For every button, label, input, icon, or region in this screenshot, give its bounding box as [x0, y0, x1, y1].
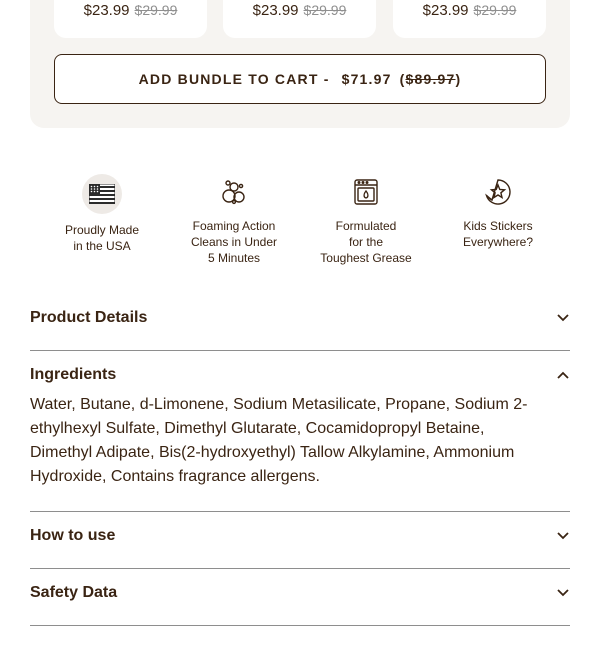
original-price: $29.99 — [473, 2, 517, 18]
feature-made-in-usa — [36, 174, 168, 254]
bundle-total-price: $71.97 — [341, 71, 392, 87]
feature-label-line: Foaming Action — [192, 219, 276, 233]
feature-label-line: Formulated — [335, 219, 397, 233]
feature-foaming-action — [168, 170, 300, 266]
sale-price: $23.99 — [83, 2, 130, 19]
usa-flag-icon — [82, 174, 122, 214]
accordion-title: Safety Data — [30, 584, 118, 601]
original-price: $29.99 — [134, 2, 178, 18]
bundle-product-card[interactable] — [54, 0, 207, 38]
chevron-down-icon — [556, 313, 570, 323]
accordion-divider — [30, 511, 570, 512]
bundle-was-close-paren: ) — [455, 71, 462, 87]
sale-price: $23.99 — [422, 2, 469, 19]
ingredients-line: Hydroxide, Contains fragrance allergens. — [30, 468, 320, 485]
chevron-down-icon — [556, 588, 570, 598]
accordion-how-to-use[interactable] — [30, 524, 570, 548]
oven-flame-icon — [344, 170, 388, 214]
accordion-title: Ingredients — [30, 366, 117, 383]
foam-bubbles-icon — [212, 170, 256, 214]
ingredients-line: ethylhexyl Sulfate, Dimethyl Glutarate, Cocamidopropyl Betaine, — [30, 420, 485, 437]
add-bundle-to-cart-button[interactable] — [54, 54, 546, 104]
sale-price: $23.99 — [252, 2, 299, 19]
feature-label-line: Everywhere? — [462, 235, 534, 249]
feature-label-line: Proudly Made — [64, 223, 140, 237]
accordion-title: Product Details — [30, 309, 148, 326]
bundle-product-card[interactable] — [223, 0, 376, 38]
ingredients-text — [30, 393, 570, 489]
bundle-original-price: $89.97 — [405, 71, 456, 87]
accordion-divider — [30, 625, 570, 626]
accordion-header[interactable] — [30, 363, 570, 387]
feature-label-line: Kids Stickers — [463, 219, 533, 233]
feature-label-line: Cleans in Under — [190, 235, 278, 249]
feature-label-line: in the USA — [73, 239, 131, 253]
chevron-up-icon — [556, 370, 570, 380]
original-price: $29.99 — [303, 2, 347, 18]
sticker-star-icon — [476, 170, 520, 214]
add-bundle-label: ADD BUNDLE TO CART - — [138, 71, 330, 87]
accordion-divider — [30, 350, 570, 351]
feature-label-line: Toughest Grease — [320, 251, 412, 265]
feature-label-line: for the — [348, 235, 384, 249]
bundle-panel — [30, 0, 570, 128]
ingredients-line: Dimethyl Adipate, Bis(2-hydroxyethyl) Tallow Alkylamine, Ammonium — [30, 444, 515, 461]
accordion-ingredients[interactable] — [30, 363, 570, 489]
feature-toughest-grease — [300, 170, 432, 266]
feature-label-line: 5 Minutes — [207, 251, 261, 265]
accordion-header[interactable] — [30, 581, 570, 605]
accordion-header[interactable] — [30, 524, 570, 548]
bundle-was-open-paren: ( — [399, 71, 406, 87]
accordion-title: How to use — [30, 527, 116, 544]
bundle-product-card[interactable] — [393, 0, 546, 38]
chevron-down-icon — [556, 531, 570, 541]
accordion-safety-data[interactable] — [30, 581, 570, 605]
feature-kids-stickers — [432, 170, 564, 250]
accordion-header[interactable] — [30, 306, 570, 330]
ingredients-line: Water, Butane, d-Limonene, Sodium Metasilicate, Propane, Sodium 2- — [30, 396, 528, 413]
accordion-product-details[interactable] — [30, 306, 570, 330]
accordion-divider — [30, 568, 570, 569]
